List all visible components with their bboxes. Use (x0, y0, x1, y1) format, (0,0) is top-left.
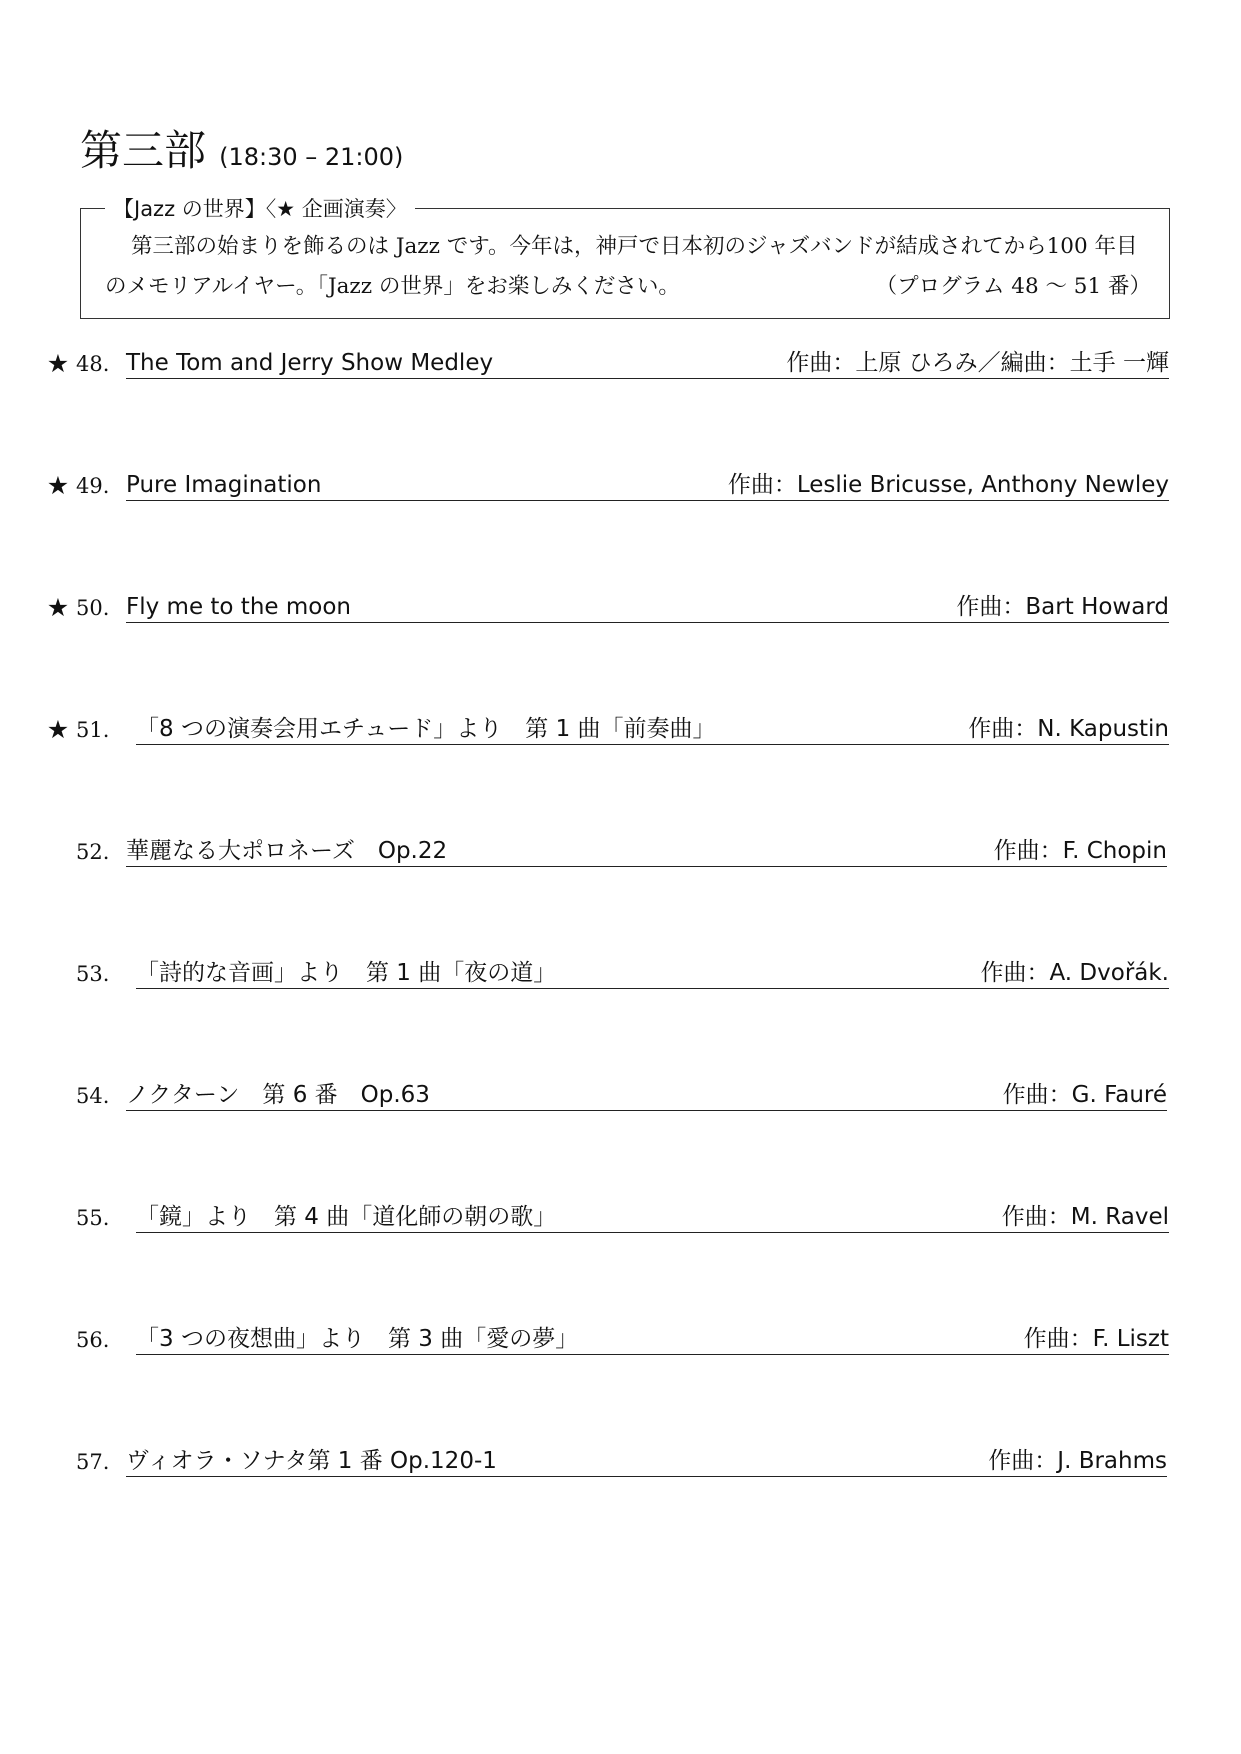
program-title: 華麗なる大ポロネーズ Op.22 (126, 838, 448, 864)
intro-legend: 【Jazz の世界】〈★ 企画演奏〉 (105, 193, 415, 223)
program-composer: 作曲：上原 ひろみ／編曲：土手 一輝 (786, 350, 1169, 376)
program-composer: 作曲：F. Chopin (993, 838, 1167, 864)
program-item (0, 344, 1241, 388)
marker (44, 1448, 72, 1476)
intro-box (80, 197, 1170, 319)
program-line (126, 592, 1169, 623)
marker (44, 1082, 72, 1110)
intro-text: 第三部の始まりを飾るのは Jazz です。今年は，神戸で日本初のジャズバンドが結成されてから100 年目のメモリアルイヤー。「Jazz の世界」をお楽しみください。 (105, 234, 1138, 299)
program-item (0, 832, 1241, 876)
program-line (136, 958, 1169, 989)
intro-text-block (105, 227, 1151, 307)
program-number: 48. (76, 352, 110, 376)
program-item (0, 1198, 1241, 1242)
program-title: 「8 つの演奏会用エチュード」より 第 1 曲「前奏曲」 (136, 716, 716, 742)
program-item (0, 1076, 1241, 1120)
program-composer: 作曲：G. Fauré (1002, 1082, 1167, 1108)
program-title: 「鏡」より 第 4 曲「道化師の朝の歌」 (136, 1204, 557, 1230)
program-title: 「詩的な音画」より 第 1 曲「夜の道」 (136, 960, 557, 986)
program-number: 56. (76, 1328, 110, 1352)
intro-program-ref: （プログラム 48 〜 51 番） (875, 274, 1151, 299)
section-title: 第三部 (80, 126, 207, 175)
program-line (126, 348, 1169, 379)
program-number: 55. (76, 1206, 110, 1230)
program-number: 53. (76, 962, 110, 986)
program-number: 57. (76, 1450, 110, 1474)
star-icon: ★ (46, 471, 70, 500)
program-line (126, 1446, 1167, 1477)
program-number: 50. (76, 596, 110, 620)
program-composer: 作曲：M. Ravel (1001, 1204, 1169, 1230)
program-item (0, 710, 1241, 754)
program-title: Fly me to the moon (126, 594, 351, 620)
section-time: (18:30 – 21:00) (219, 143, 404, 171)
program-item (0, 954, 1241, 998)
program-item (0, 1442, 1241, 1486)
program-line (126, 1080, 1167, 1111)
program-composer: 作曲：J. Brahms (988, 1448, 1167, 1474)
program-item (0, 466, 1241, 510)
program-line (136, 1202, 1169, 1233)
marker (44, 1326, 72, 1354)
marker (44, 838, 72, 866)
program-title: Pure Imagination (126, 472, 322, 498)
program-number: 54. (76, 1084, 110, 1108)
program-title: ノクターン 第 6 番 Op.63 (126, 1082, 430, 1108)
program-composer: 作曲：Leslie Bricusse, Anthony Newley (727, 472, 1169, 498)
program-composer: 作曲：N. Kapustin (968, 716, 1169, 742)
star-icon: ★ (46, 349, 70, 378)
star-icon: ★ (46, 593, 70, 622)
marker (44, 1204, 72, 1232)
program-number: 49. (76, 474, 110, 498)
program-title: The Tom and Jerry Show Medley (126, 350, 494, 376)
section-header (80, 118, 403, 178)
marker (44, 960, 72, 988)
program-line (126, 836, 1167, 867)
star-icon: ★ (46, 715, 70, 744)
program-composer: 作曲：F. Liszt (1023, 1326, 1169, 1352)
program-item (0, 588, 1241, 632)
program-item (0, 1320, 1241, 1364)
program-number: 52. (76, 840, 110, 864)
program-composer: 作曲：A. Dvořák. (980, 960, 1169, 986)
program-composer: 作曲：Bart Howard (956, 594, 1169, 620)
program-number: 51. (76, 718, 110, 742)
program-line (126, 470, 1169, 501)
program-title: ヴィオラ・ソナタ第 1 番 Op.120-1 (126, 1448, 497, 1474)
program-title: 「3 つの夜想曲」より 第 3 曲「愛の夢」 (136, 1326, 579, 1352)
program-line (136, 1324, 1169, 1355)
program-line (136, 714, 1169, 745)
